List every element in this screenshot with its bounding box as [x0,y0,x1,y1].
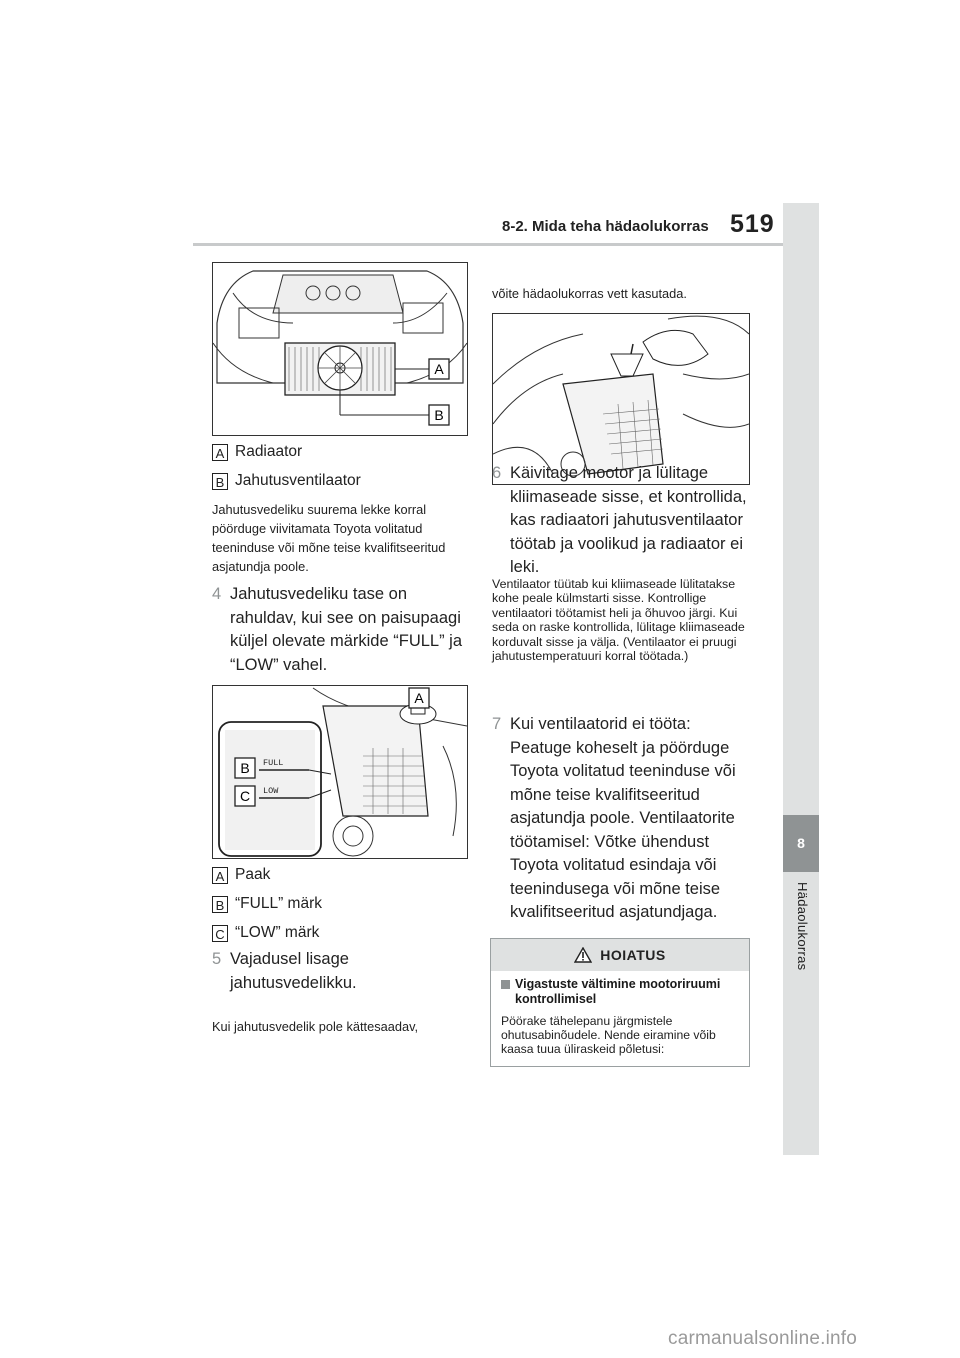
label-full: “FULL” märk [235,895,322,912]
warning-title: Vigastuste vältimine mootoriruumi kontrollimisel [501,977,739,1007]
header-divider [193,243,783,246]
step-6-text: Käivitage mootor ja lülitage kliimaseade sisse, et kontrollida, kas radiaatori jahutusventilaator töötab ja voolikud ja radiaator ei leki. [510,464,747,576]
label-key-a: A [212,444,228,461]
water-note-start: Kui jahutusvedelik pole kättesaadav, [212,1019,419,1034]
label-tank: Paak [235,866,271,883]
warning-text: Pöörake tähelepanu järgmistele ohutusabinõudele. Nende eiramine võib kaasa tuua üliraskeid põletusi: [501,1014,716,1056]
warning-header [491,939,749,971]
callout-a2: A [414,690,424,706]
section-title: 8-2. Mida teha hädaolukorras [502,218,709,235]
callout-b2: B [240,760,250,776]
chapter-side-tab [783,203,819,1155]
step-5: 5 Vajadusel lisage jahutusvedelikku. [212,948,474,995]
leak-note: Jahutusvedeliku suurema lekke korral pöörduge viivitamata Toyota volitatud teeninduse või mõne teise kvalifitseeritud asjatundja poole. [212,502,446,574]
callout-c: C [239,788,251,804]
refill-illustration [492,313,750,485]
chapter-title: Hädaolukorras [795,882,810,971]
step-6: 6 Käivitage mootor ja lülitage kliimaseade sisse, et kontrollida, kas radiaatori jahutusventilaator töötab ja voolikud ja radiaator ei leki. [492,462,754,580]
step-4-text: Jahutusvedeliku tase on rahuldav, kui see on paisupaagi küljel olevate märkide “FULL” ja “LOW” vahel. [230,585,463,674]
callout-b: B [434,407,444,423]
label-fan: Jahutusventilaator [235,472,361,489]
engine-bay-illustration [212,262,468,436]
bullet-square-icon [501,980,510,989]
label-low: “LOW” märk [235,924,320,941]
step-7-text: Kui ventilaatorid ei tööta: Peatuge koheselt ja pöörduge Toyota volitatud teeninduse või mõne teise kvalifitseeritud asjatundja poole. Ventilaatorite töötamisel: Võtke ühendust Toyota volitatud esindaja või teenindusega või mõne teise kvalifitseeritud asjatundjaga. [510,715,736,921]
warning-triangle-icon [574,947,592,963]
water-note-end: võite hädaolukorras vett kasutada. [492,286,687,301]
page-number: 519 [730,210,775,238]
warning-box [490,938,750,1067]
label-a-row [212,443,302,461]
reservoir-illustration [212,685,468,859]
callout-a: A [434,361,444,377]
label-key-b: B [212,473,228,490]
step-5-text: Vajadusel lisage jahutusvedelikku. [230,950,357,992]
step-4: 4 Jahutusvedeliku tase on rahuldav, kui see on paisupaagi küljel olevate märkide “FULL” ja “LOW” vahel. [212,583,474,677]
label-b-row [212,472,361,490]
low-mark-text: LOW [263,786,279,796]
label-full-row: B “FULL” märk [212,895,322,913]
watermark: carmanualsonline.info [668,1328,858,1349]
label-tank-row: A Paak [212,866,270,884]
warning-heading: HOIATUS [600,947,666,963]
chapter-number: 8 [783,815,819,872]
label-low-row: C “LOW” märk [212,924,319,942]
step-7: 7 Kui ventilaatorid ei tööta: Peatuge koheselt ja pöörduge Toyota volitatud teeninduse või mõne teise kvalifitseeritud asjatundja poole. Ventilaatorite töötamisel: Võtke ühendust Toyota volitatud esindaja või teenindusega või mõne teise kvalifitseeritud asjatundjaga. [492,713,754,925]
full-mark-text: FULL [263,758,284,768]
fan-note: Ventilaator tüütab kui kliimaseade lülitatakse kohe peale külmstarti sisse. Kontrollige ventilaatori töötamist heli ja õhuvoo järgi. Kui seda on raske kontrollida, lülitage kliimaseade korduvalt sisse ja välja. (Ventilaator ei pruugi jahutustemperatuuri korral töötada.) [492,577,745,664]
label-radiator: Radiaator [235,443,303,460]
